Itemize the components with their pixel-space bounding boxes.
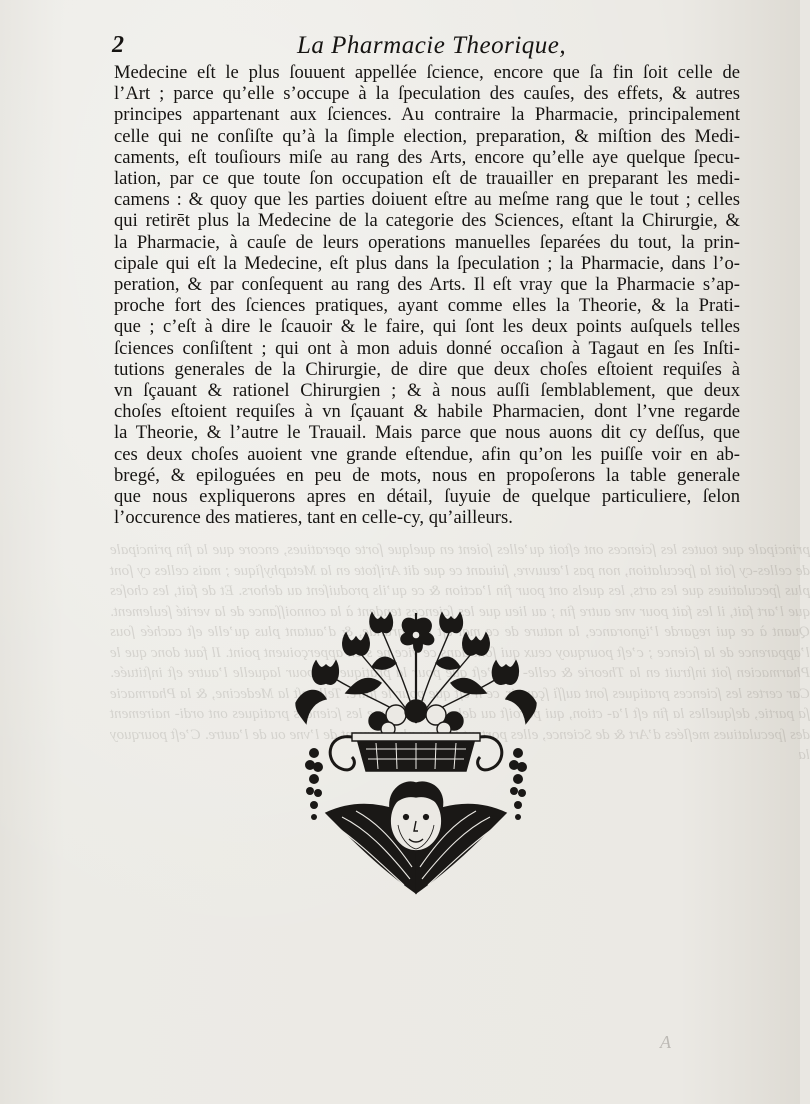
text-line: Medecine eſt le plus ſouuent appellée ſcience, encore que ſa fin ſoit celle de xyxy=(114,62,740,83)
text-line: bregé, & epiloguées en peu de mots, nous en propoſerons la table generale xyxy=(114,464,740,486)
text-line: cipale qui eſt la Medecine, eſt plus dans la ſpeculation ; la Pharmacie, dans l’o- xyxy=(114,252,740,274)
text-line: camens : & quoy que les parties doiuent eſtre au meſme rang que le tout ; celles xyxy=(114,189,740,211)
main-paragraph xyxy=(114,62,740,528)
text-line: ſciences conſiſtent ; qui ont à mon aduis donné occaſion à Tagaut en ſes Inſti- xyxy=(114,337,740,359)
fleuron-ornament xyxy=(286,603,546,903)
page-header xyxy=(112,32,752,62)
text-line: l’Art ; parce qu’elle s’occupe à la ſpeculation des cauſes, des effets, & autres xyxy=(114,83,740,105)
text-line: principes appartenant aux ſciences. Au contraire la Pharmacie, principalement xyxy=(114,104,740,126)
page-number: 2 xyxy=(112,32,124,58)
text-line: lation, par ce que toute ſon occupation eſt de trauailler en preparant les medi- xyxy=(114,168,740,190)
text-line: celle qui ne conſiſte qu’à la ſimple election, preparation, & miſtion des Medi- xyxy=(114,125,740,147)
text-line: la Pharmacie, à cauſe de leurs operations manuelles ſeparées du tout, la prin- xyxy=(114,231,740,253)
running-title: La Pharmacie Theorique, xyxy=(297,32,567,59)
text-line: proche fort des ſciences pratiques, ayant comme elles la Theorie, & la Prati- xyxy=(114,295,740,317)
text-line: qui retirēt plus la Medecine de la categorie des Sciences, eſtant la Chirurgie, & xyxy=(114,210,740,232)
bleed-through-texture: principale que toutes les ſciences ont eſtoit qu’elles ſoient en quelque ſorte operatiues, encore que la fin principale de celles-cy ſoit la ſpeculation, non pas l’œuuvre, ſuiuant ce que dit Ariſtote en la Metaphyſique ; mais celles cy ſont plus ſpeculatiues que les arts, les quels ont pour fin l’action & ce qu’ils produiſent au dehors. Et de fait, les choſes que l’art fait, il les fait pour vne autre fin ; au lieu que les ſciences tendent à la connoiſſance de la verité ſeulement. Quant à ce qui regarde l’ignorance, la nature de ce mal & d’autant plus qu’elle eſt cachée ſous l’apparence de la ſcience ; c’eſt pourquoy ceux qui dans ce vice ne apperçoiuent point. Il faut donc que le Pharmacien ſoit inſtruit en la Theorie & celle- n’eſt que pour la pratique, pour laquelle l’autre eſt inſtituée. Car certes les ſciences pratiques ſont auſſi ce que pour le Telle eſt la Medecine, & la Pharmacie ſa partie, deſquelles la fin eſt l’a- ction, qui paroiſt au les ſciences pratiques ont ordi- nairement des ſpeculatiues meſlées d’Art & de Science, elles portent de l’vne ou de l’autre. C’eſt pourquoy la xyxy=(110,542,810,763)
text-line: tutions generales de la Chirurgie, de dire que deux choſes eſtoient requiſes à xyxy=(114,358,740,380)
text-line: ces deux choſes auoient vne grande eſtendue, afin qu’on les puiſſe voir en ab- xyxy=(114,443,740,465)
text-line: caments, eſt touſiours miſe au rang des Arts, encore qu’elle aye quelque ſpecu- xyxy=(114,146,740,168)
text-line: choſes eſtoient requiſes à vn ſçauant & habile Pharmacien, dont l’vne regarde xyxy=(114,401,740,423)
text-line: l’occurence des matieres, tant en celle-cy, qu’ailleurs. xyxy=(114,507,513,529)
text-line: la Theorie, & l’autre le Trauail. Mais parce que nous auons dit cy deſſus, que xyxy=(114,422,740,444)
text-line: que ; c’eſt à dire le ſcauoir & le faire, qui ſont les deux points auſquels telles xyxy=(114,316,740,338)
text-line: vn ſçauant & rationel Chirurgien ; & à nous auſſi ſemblablement, que deux xyxy=(114,380,740,402)
text-line: que nous expliquerons apres en détail, ſuyuie de quelque particuliere, ſelon xyxy=(114,486,740,508)
text-line: peration, & par conſequent au rang des Arts. Il eſt vray que la Pharmacie s’ap- xyxy=(114,274,740,296)
bleed-signature-mark: A xyxy=(660,1032,671,1052)
